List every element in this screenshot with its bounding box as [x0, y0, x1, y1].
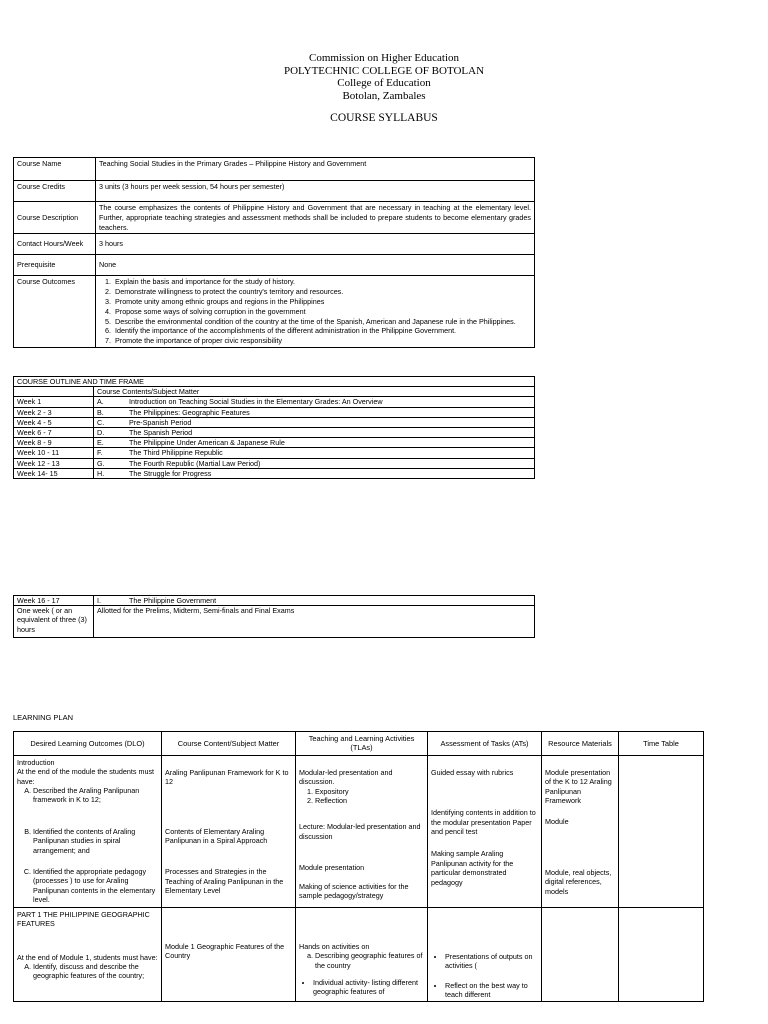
dlo-item: A. Described the Araling Panlipunan framework in K to 12;	[33, 786, 158, 805]
resource-item: Module, real objects, digital references, models	[545, 867, 612, 896]
tla-bullets	[299, 978, 424, 997]
content-item: Module 1 Geographic Features of the Country	[165, 941, 285, 961]
outcome-item: 6. Identify the importance of the accomplishments of the different administration in the Philippine Government.	[113, 326, 531, 336]
department-name: College of Education	[337, 77, 431, 89]
topic-letter: I.	[97, 596, 101, 605]
part1-timetable-cell	[619, 907, 704, 1002]
topic-cell	[94, 397, 535, 407]
course-credits-value: 3 units (3 hours per week session, 54 hours per semester)	[96, 181, 535, 202]
topic-title: The Third Philippine Republic	[129, 448, 223, 458]
learning-plan-title: LEARNING PLAN	[13, 713, 74, 722]
topic-title: The Philippine Under American & Japanese Rule	[129, 438, 285, 448]
week-cell: Week 1	[14, 397, 94, 407]
dlo-item: A. Identify, discuss and describe the geographic features of the country;	[33, 962, 158, 981]
tla-sublist	[299, 787, 424, 806]
part1-resources-cell	[542, 907, 619, 1002]
topic-title: Introduction on Teaching Social Studies in the Elementary Grades: An Overview	[129, 397, 383, 407]
week-cell: Week 4 - 5	[14, 417, 94, 427]
course-name-value: Teaching Social Studies in the Primary Grades – Philippine History and Government	[96, 158, 535, 181]
at-bullets	[431, 952, 538, 1000]
topic-title: The Philippine Government	[129, 596, 217, 605]
outline-content-header: Course Contents/Subject Matter	[94, 387, 535, 397]
course-outcomes-label: Course Outcomes	[14, 276, 96, 348]
table-row	[14, 907, 704, 1002]
tla-item: Lecture: Modular-led presentation and discussion	[299, 822, 421, 841]
course-outline-table	[13, 376, 535, 479]
topic-title: The Philippines: Geographic Features	[129, 407, 250, 417]
topic-letter: C.	[97, 417, 105, 427]
topic-cell	[94, 407, 535, 417]
intro-heading: Introduction	[17, 757, 55, 767]
week-cell: Week 16 - 17	[14, 596, 94, 606]
dlo-item: B. Identified the contents of Araling Panlipunan studies in spiral arrangement; and	[33, 827, 158, 855]
outline-week-header	[14, 387, 94, 397]
topic-title: Pre-Spanish Period	[129, 417, 192, 427]
week-cell: Week 8 - 9	[14, 438, 94, 448]
content-item: Araling Panlipunan Framework for K to 12	[165, 767, 289, 787]
exam-description-cell: Allotted for the Prelims, Midterm, Semi-finals and Final Exams	[94, 606, 535, 638]
contact-hours-value: 3 hours	[96, 234, 535, 255]
intro-dlo-list	[17, 786, 158, 905]
tla-sublist	[299, 951, 424, 970]
commission-name: Commission on Higher Education	[308, 52, 459, 64]
topic-cell	[94, 417, 535, 427]
at-item: Making sample Araling Panlipunan activity for the particular demonstrated pedagogy	[431, 849, 514, 887]
topic-letter: D.	[97, 428, 105, 438]
course-description-label: Course Description	[14, 202, 96, 234]
table-row	[14, 458, 535, 468]
header-tlas: Teaching and Learning Activities (TLAs)	[296, 732, 428, 756]
header-resources: Resource Materials	[542, 732, 619, 756]
topic-cell	[94, 596, 535, 606]
week-cell: Week 12 - 13	[14, 458, 94, 468]
tla-item: Hands on activities on	[299, 941, 370, 951]
topic-letter: E.	[97, 438, 104, 448]
outline-title: COURSE OUTLINE AND TIME FRAME	[14, 377, 535, 387]
part1-at-cell	[428, 907, 542, 1002]
part1-lead: At the end of Module 1, students must have:	[17, 952, 158, 962]
table-row	[14, 397, 535, 407]
topic-cell	[94, 468, 535, 478]
topic-cell	[94, 448, 535, 458]
week-cell: Week 10 - 11	[14, 448, 94, 458]
topic-letter: G.	[97, 458, 105, 468]
table-row	[14, 448, 535, 458]
at-item: Identifying contents in addition to the modular presentation Paper and pencil test	[431, 808, 536, 837]
table-row	[14, 606, 535, 638]
intro-dlo-cell	[14, 755, 162, 907]
part1-dlo-cell	[14, 907, 162, 1002]
tla-bullet: • Individual activity- listing different geographic features of	[313, 978, 424, 997]
course-credits-label: Course Credits	[14, 181, 96, 202]
outcome-item: 4. Propose some ways of solving corruption in the government	[113, 307, 531, 317]
college-name: POLYTECHNIC COLLEGE OF BOTOLAN	[283, 64, 485, 77]
content-item: Processes and Strategies in the Teaching of Araling Panlipunan in the Elementary Level	[165, 867, 284, 896]
at-bullet: • Reflect on the best way to teach different	[445, 981, 538, 1000]
outcome-item: 1. Explain the basis and importance for the study of history.	[113, 277, 531, 287]
header-content: Course Content/Subject Matter	[162, 732, 296, 756]
table-row	[14, 468, 535, 478]
table-row	[14, 407, 535, 417]
course-description-value: The course emphasizes the contents of Philippine History and Government that are necessary in teaching at the elementary level. Further, appropriate teaching strategies and assessment methods shall be included to prepare students to become elementary grades teachers.	[96, 202, 535, 234]
week-cell: Week 14- 15	[14, 468, 94, 478]
document-header	[0, 52, 768, 125]
topic-letter: B.	[97, 407, 104, 417]
week-cell: Week 2 - 3	[14, 407, 94, 417]
outcome-item: 5. Describe the environmental condition of the country at the time of the Spanish, American and Japanese rule in the Philippines.	[113, 317, 531, 327]
tla-subitem: 1. Expository	[315, 787, 424, 796]
intro-resources-cell	[542, 755, 619, 907]
tla-item: Module presentation	[299, 863, 365, 873]
header-ats: Assessment of Tasks (ATs)	[428, 732, 542, 756]
course-outline-table-continued	[13, 595, 535, 638]
part1-heading: PART 1 THE PHILIPPINE GEOGRAPHIC FEATURES	[17, 909, 150, 929]
topic-letter: A.	[97, 397, 104, 407]
week-cell: Week 6 - 7	[14, 428, 94, 438]
learning-plan-table	[13, 731, 704, 1002]
tla-item: Modular-led presentation and discussion.	[299, 767, 393, 787]
table-row	[14, 234, 535, 255]
table-row	[14, 181, 535, 202]
outcome-item: 3. Promote unity among ethnic groups and regions in the Philippines	[113, 297, 531, 307]
course-info-table	[13, 157, 535, 348]
outcome-item: 2. Demonstrate willingness to protect the country's territory and resources.	[113, 287, 531, 297]
contact-hours-label: Contact Hours/Week	[14, 234, 96, 255]
intro-tla-cell	[296, 755, 428, 907]
outcome-item: 7. Promote the importance of proper civic responsibility	[113, 336, 531, 346]
dlo-item: C. Identified the appropriate pedagogy (processes ) to use for Araling Panlipunan contents in the elementary level.	[33, 867, 158, 905]
table-row	[14, 377, 535, 387]
table-row	[14, 596, 535, 606]
prerequisite-value: None	[96, 255, 535, 276]
topic-cell	[94, 458, 535, 468]
header-timetable: Time Table	[619, 732, 704, 756]
intro-content-cell	[162, 755, 296, 907]
intro-lead: At the end of the module the students must have:	[17, 767, 155, 786]
table-row	[14, 158, 535, 181]
tla-subitem: a. Describing geographic features of the country	[315, 951, 424, 970]
header-dlo: Desired Learning Outcomes (DLO)	[14, 732, 162, 756]
exam-week-cell: One week ( or an equivalent of three (3) hours	[14, 606, 94, 638]
content-item: Contents of Elementary Araling Panlipunan in a Spiral Approach	[165, 826, 268, 846]
table-header-row	[14, 732, 704, 756]
intro-timetable-cell	[619, 755, 704, 907]
table-row	[14, 417, 535, 427]
table-row	[14, 255, 535, 276]
table-row	[14, 202, 535, 234]
intro-at-cell	[428, 755, 542, 907]
topic-cell	[94, 428, 535, 438]
table-row	[14, 276, 535, 348]
tla-item: Making of science activities for the sample pedagogy/strategy	[299, 881, 409, 901]
resource-item: Module	[545, 817, 569, 827]
part1-dlo-list	[17, 962, 158, 981]
at-item: Guided essay with rubrics	[431, 767, 514, 777]
course-name-label: Course Name	[14, 158, 96, 181]
course-outcomes-value	[96, 276, 535, 348]
topic-letter: H.	[97, 468, 105, 478]
part1-tla-cell	[296, 907, 428, 1002]
table-row	[14, 755, 704, 907]
topic-letter: F.	[97, 448, 103, 458]
table-row	[14, 387, 535, 397]
part1-content-cell	[162, 907, 296, 1002]
table-row	[14, 438, 535, 448]
topic-title: The Fourth Republic (Martial Law Period)	[129, 458, 261, 468]
prerequisite-label: Prerequisite	[14, 255, 96, 276]
document-title: COURSE SYLLABUS	[330, 112, 438, 124]
resource-item: Module presentation of the K to 12 Araling Panlipunan Framework	[545, 767, 612, 806]
table-row	[14, 428, 535, 438]
college-location: Botolan, Zambales	[342, 89, 426, 102]
topic-title: The Spanish Period	[129, 428, 193, 438]
outcomes-list	[99, 277, 531, 346]
tla-subitem: 2. Reflection	[315, 796, 424, 805]
topic-cell	[94, 438, 535, 448]
at-bullet: • Presentations of outputs on activities (	[445, 952, 538, 971]
topic-title: The Struggle for Progress	[129, 468, 212, 478]
